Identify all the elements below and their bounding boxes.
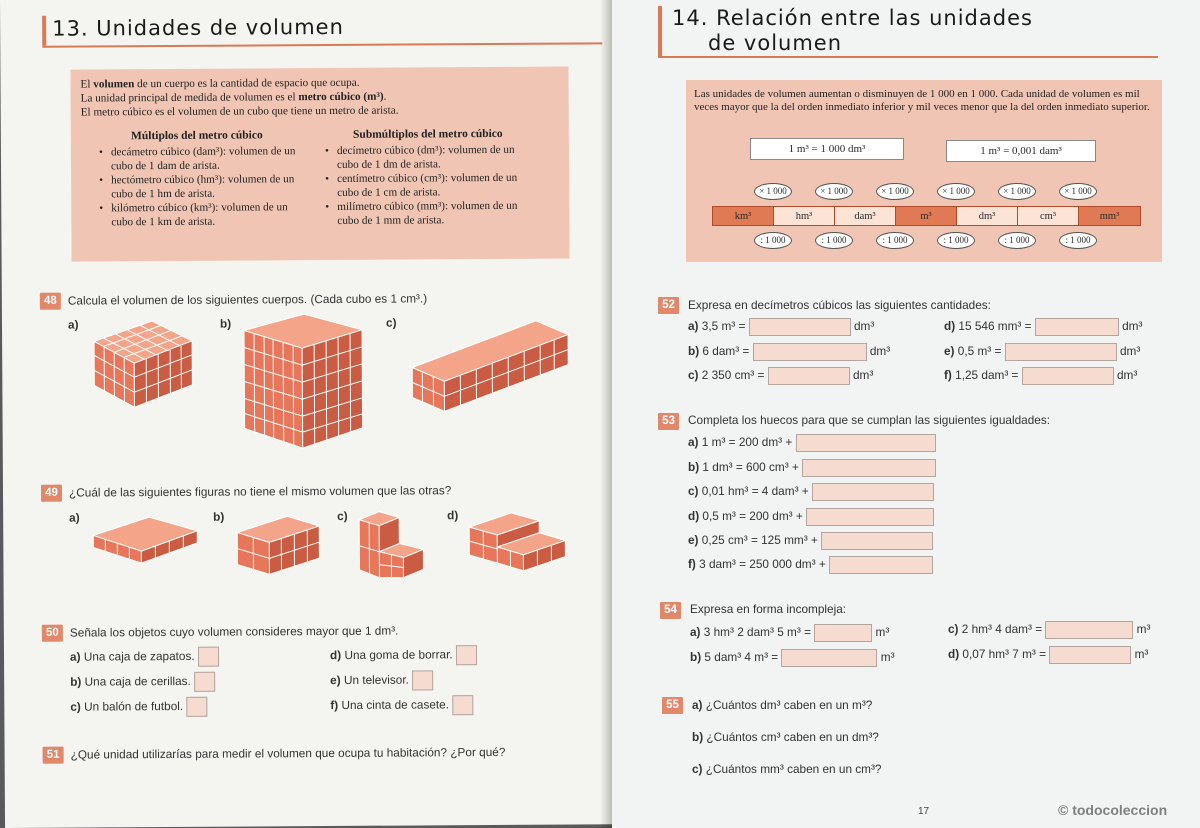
bold-term: metro cúbico (m³) (298, 90, 384, 104)
divide-oval: : 1 000 (937, 232, 975, 249)
answer-input[interactable] (749, 318, 851, 336)
multiply-oval: × 1 000 (937, 183, 975, 200)
unit-cell: km³ (713, 207, 774, 225)
unit-cell: hm³ (774, 207, 835, 225)
option-label: c) (385, 315, 397, 330)
page-title-right: 14. Relación entre las unidades de volumen (672, 6, 1033, 55)
watermark: © todocoleccion (1058, 802, 1168, 818)
question-line: a) ¿Cuántos dm³ caben en un m³? (692, 698, 873, 712)
right-page (612, 0, 1200, 828)
exercise-number: 51 (43, 747, 64, 764)
answer-row: e) 0,25 cm³ = 125 mm³ + (688, 532, 933, 550)
answer-row: d) 0,07 hm³ 7 m³ = m³ (948, 646, 1148, 664)
unit-cell: dam³ (835, 207, 896, 225)
option-label: b) (213, 509, 225, 524)
option-label: b) (219, 316, 232, 331)
answer-input[interactable] (781, 649, 877, 667)
exercise-number: 49 (41, 485, 62, 502)
text-run: . (383, 90, 387, 103)
exercise-number: 55 (662, 697, 683, 714)
submultiples-heading: Submúltiplos del metro cúbico (352, 127, 503, 141)
multiples-heading: Múltiplos del metro cúbico (130, 129, 263, 143)
exercise-52-text: Expresa en decímetros cúbicos las siguientes cantidades: (688, 298, 991, 312)
submultiples-column (323, 127, 534, 228)
text-run: La unidad principal de medida de volumen es el (80, 91, 299, 105)
equivalence-box: 1 m³ = 0,001 dam³ (946, 140, 1096, 162)
text-run: de un cuerpo es la cantidad de espacio que ocupa. (134, 76, 360, 91)
unit-cell: cm³ (1018, 207, 1079, 225)
answer-input[interactable] (1005, 343, 1117, 361)
answer-input[interactable] (821, 532, 933, 550)
answer-row: c) 2 350 cm³ = dm³ (688, 367, 873, 385)
exercise-51-text: ¿Qué unidad utilizarías para medir el volumen que ocupa tu habitación? ¿Por qué? (70, 744, 506, 762)
unit-cell: mm³ (1079, 207, 1140, 225)
divide-oval: : 1 000 (998, 232, 1036, 249)
answer-checkbox[interactable] (456, 645, 477, 665)
answer-input[interactable] (1049, 646, 1131, 664)
multiply-oval: × 1 000 (815, 183, 853, 200)
answer-checkbox[interactable] (186, 697, 207, 717)
answer-row: a) 3,5 m³ = dm³ (688, 318, 874, 336)
checkbox-row: d) Una goma de borrar. (330, 645, 477, 666)
answer-input[interactable] (1045, 621, 1133, 639)
option-label: a) (69, 510, 80, 525)
definition-box (70, 67, 569, 262)
unit-cell: dm³ (957, 207, 1018, 225)
exercise-number: 50 (42, 625, 63, 642)
bold-term: volumen (93, 78, 135, 91)
answer-input[interactable] (806, 508, 934, 526)
submultiple-item: • decímetro cúbico (dm³): volumen de un cubo de 1 dm de arista. (323, 143, 533, 172)
answer-row: b) 1 dm³ = 600 cm³ + (688, 459, 936, 477)
exercise-number: 52 (658, 297, 679, 314)
question-line: c) ¿Cuántos mm³ caben en un cm³? (692, 762, 882, 776)
exercise-48-text: Calcula el volumen de los siguientes cuerpos. (Cada cubo es 1 cm³.) (67, 291, 428, 308)
checkbox-row: b) Una caja de cerillas. (70, 672, 215, 693)
equivalence-box: 1 m³ = 1 000 dm³ (750, 138, 904, 160)
unit-scale-bar (712, 206, 1141, 226)
info-paragraph-3: El metro cúbico es el volumen de un cubo que tiene un metro de arista. (80, 104, 399, 119)
answer-row: f) 1,25 dam³ = dm³ (944, 367, 1137, 385)
multiple-item: • hectómetro cúbico (hm³): volumen de un cubo de 1 hm de arista. (97, 172, 297, 201)
multiply-oval: × 1 000 (876, 183, 914, 200)
cube-figure-48b (238, 308, 369, 454)
option-label: a) (67, 317, 79, 332)
page-number: 17 (918, 806, 930, 817)
answer-row: a) 3 hm³ 2 dam³ 5 m³ = m³ (690, 624, 889, 642)
cube-figure-49d (465, 506, 575, 577)
checkbox-row: a) Una caja de zapatos. (70, 647, 219, 668)
cube-figure-49a (89, 509, 201, 566)
answer-input[interactable] (812, 483, 934, 501)
answer-input[interactable] (768, 367, 850, 385)
answer-checkbox[interactable] (194, 672, 215, 692)
title-accent (42, 16, 46, 46)
title-underline (42, 42, 602, 47)
cube-figure-48a (82, 311, 213, 412)
answer-input[interactable] (753, 343, 867, 361)
answer-row: d) 15 546 mm³ = dm³ (944, 318, 1142, 336)
submultiple-item: • milímetro cúbico (mm³): volumen de un cubo de 1 mm de arista. (323, 199, 533, 228)
answer-checkbox[interactable] (198, 647, 219, 667)
answer-row: d) 0,5 m³ = 200 dm³ + (688, 508, 934, 526)
multiply-oval: × 1 000 (1059, 183, 1097, 200)
option-label: d) (447, 508, 459, 523)
answer-input[interactable] (829, 556, 933, 574)
divide-oval: : 1 000 (1059, 232, 1097, 249)
answer-checkbox[interactable] (452, 695, 473, 715)
multiple-item: • decámetro cúbico (dam³): volumen de un cubo de 1 dam de arista. (97, 144, 297, 173)
answer-input[interactable] (1035, 318, 1119, 336)
answer-input[interactable] (796, 434, 936, 452)
checkbox-row: e) Un televisor. (330, 670, 433, 691)
relation-text: Las unidades de volumen aumentan o disminuyen de 1 000 en 1 000. Cada unidad de volumen es mil veces mayor que la del orden inmediato inferior y mil veces menor que la del orden inmediato superior. (694, 88, 1150, 113)
unit-cell: m³ (896, 207, 957, 225)
answer-row: e) 0,5 m³ = dm³ (944, 343, 1140, 361)
answer-row: b) 6 dam³ = dm³ (688, 343, 890, 361)
multiples-column (97, 128, 298, 229)
answer-row: c) 2 hm³ 4 dam³ = m³ (948, 621, 1150, 639)
title-underline (658, 56, 1158, 58)
exercise-50-text: Señala los objetos cuyo volumen consideres mayor que 1 dm³. (69, 623, 399, 640)
answer-row: a) 1 m³ = 200 dm³ + (688, 434, 936, 452)
checkbox-row: f) Una cinta de casete. (330, 695, 473, 716)
cube-figure-48c (406, 314, 577, 415)
answer-input[interactable] (814, 624, 872, 642)
cube-figure-49b (233, 508, 323, 579)
multiply-oval: × 1 000 (754, 183, 792, 200)
question-line: b) ¿Cuántos cm³ caben en un dm³? (692, 730, 879, 744)
submultiple-item: • centímetro cúbico (cm³): volumen de un cubo de 1 cm de arista. (323, 171, 533, 200)
option-label: c) (337, 508, 348, 523)
page-title-left: 13. Unidades de volumen (52, 14, 344, 41)
exercise-number: 48 (40, 293, 61, 310)
divide-oval: : 1 000 (876, 232, 914, 249)
answer-row: c) 0,01 hm³ = 4 dam³ + (688, 483, 934, 501)
multiple-item: • kilómetro cúbico (km³): volumen de un cubo de 1 km de arista. (97, 200, 297, 229)
divide-oval: : 1 000 (815, 232, 853, 249)
title-accent (658, 6, 662, 56)
multiply-oval: × 1 000 (998, 183, 1036, 200)
text-run: El (80, 78, 94, 91)
answer-input[interactable] (802, 459, 936, 477)
exercise-54-text: Expresa en forma incompleja: (690, 602, 847, 616)
exercise-number: 54 (660, 602, 681, 619)
exercise-49-text: ¿Cuál de las siguientes figuras no tiene el mismo volumen que las otras? (68, 483, 452, 500)
answer-checkbox[interactable] (412, 670, 433, 690)
exercise-number: 53 (658, 413, 679, 430)
answer-input[interactable] (1022, 367, 1114, 385)
checkbox-row: c) Un balón de futbol. (70, 697, 207, 718)
exercise-53-text: Completa los huecos para que se cumplan las siguientes igualdades: (688, 413, 1050, 427)
answer-row: b) 5 dam³ 4 m³ = m³ (690, 649, 895, 667)
cube-figure-49c (355, 505, 430, 580)
divide-oval: : 1 000 (754, 232, 792, 249)
answer-row: f) 3 dam³ = 250 000 dm³ + (688, 556, 933, 574)
